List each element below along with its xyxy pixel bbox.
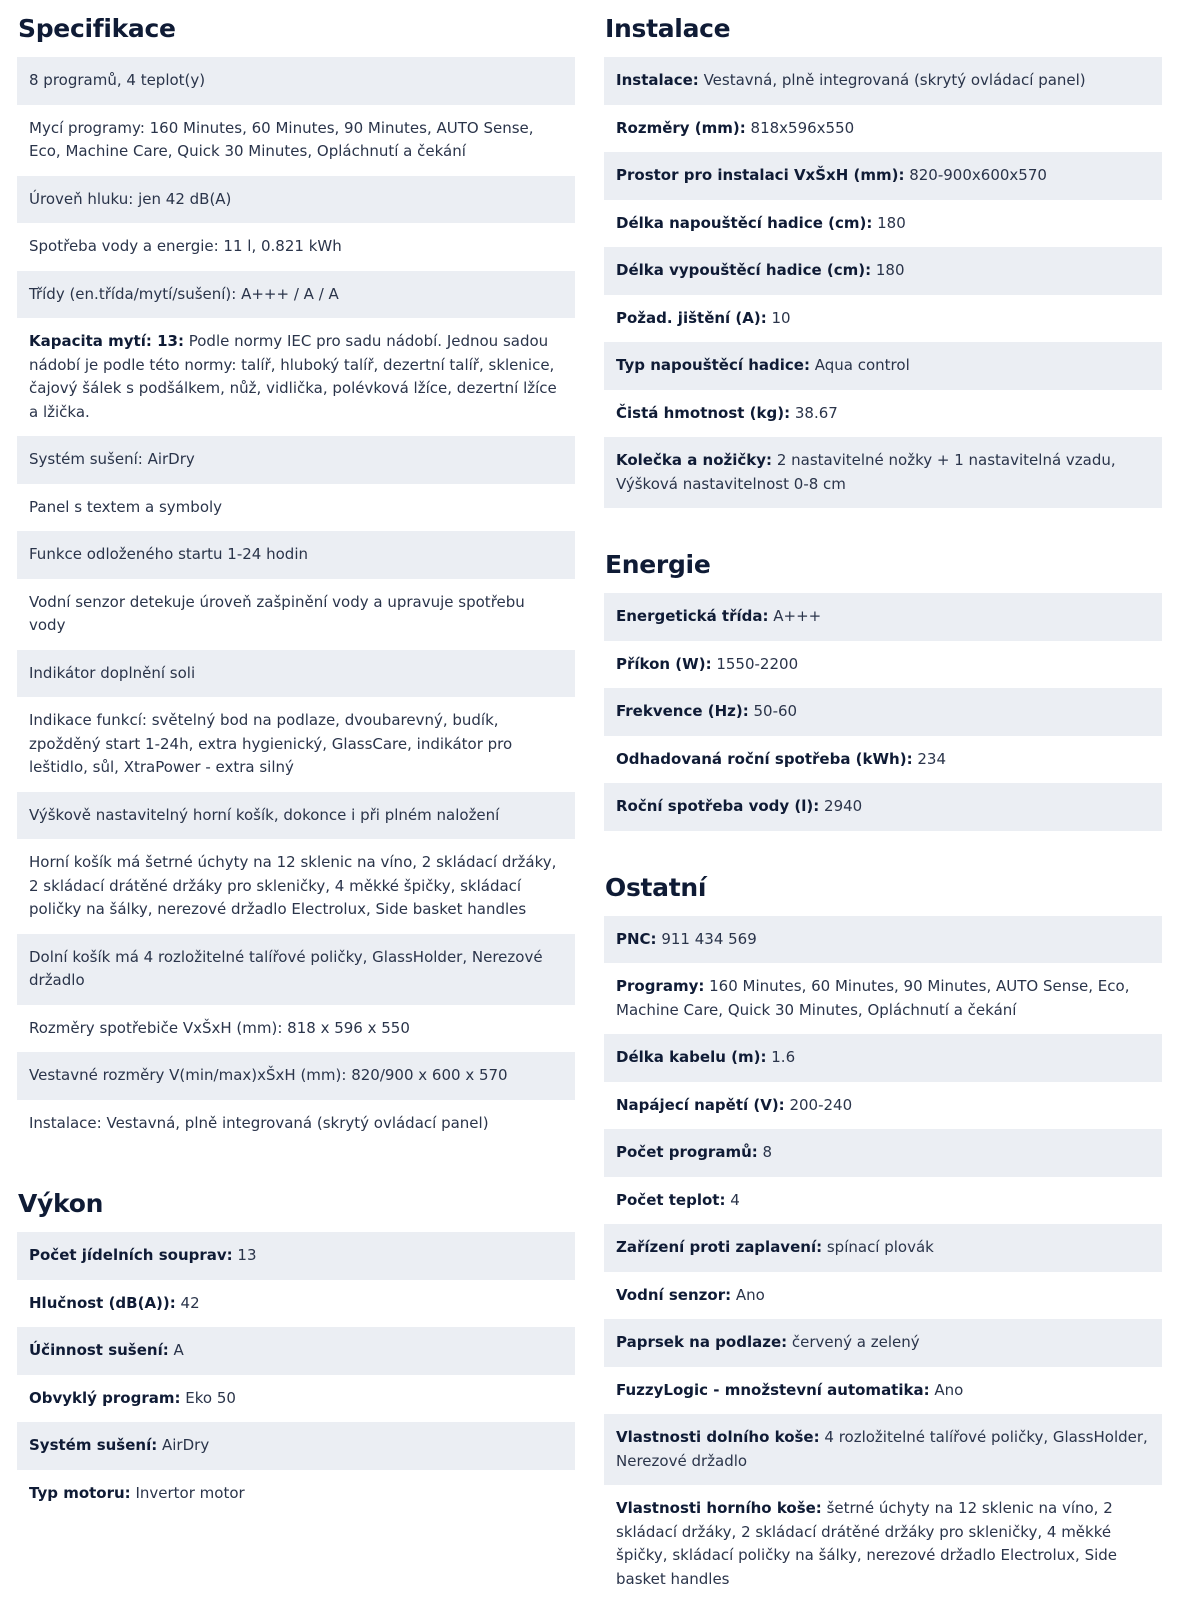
spec-value: 180 — [872, 214, 905, 232]
spec-value: 160 Minutes, 60 Minutes, 90 Minutes, AUTO Sense, Eco, Machine Care, Quick 30 Minutes, Opláchnutí a čekání — [616, 977, 1129, 1019]
spec-value: 38.67 — [790, 404, 838, 422]
spec-value: spínací plovák — [822, 1238, 934, 1256]
spec-value: 4 rozložitelné talířové poličky, GlassHolder, Nerezové držadlo — [616, 1428, 1148, 1470]
spec-value: A — [169, 1341, 184, 1359]
spec-label: Počet teplot: — [616, 1191, 725, 1209]
spec-row — [604, 342, 1162, 390]
spec-row — [17, 1327, 575, 1375]
spec-value: Úroveň hluku: jen 42 dB(A) — [29, 190, 231, 208]
spec-row — [604, 105, 1162, 153]
spec-label: Instalace: — [616, 71, 699, 89]
spec-label: Kolečka a nožičky: — [616, 451, 772, 469]
spec-value: 1.6 — [766, 1048, 795, 1066]
left-column — [17, 0, 575, 1517]
spec-value: 911 434 569 — [657, 930, 757, 948]
spec-value: 42 — [176, 1294, 200, 1312]
spec-label: Délka kabelu (m): — [616, 1048, 766, 1066]
section-title-energie: Energie — [604, 536, 1162, 593]
spec-row — [604, 1224, 1162, 1272]
spec-row — [604, 200, 1162, 248]
spec-value: 180 — [871, 261, 904, 279]
spec-row — [604, 1177, 1162, 1225]
spec-value: 50-60 — [749, 702, 797, 720]
spec-row — [604, 295, 1162, 343]
spec-label: Počet jídelních souprav: — [29, 1246, 233, 1264]
spec-label: Zařízení proti zaplavení: — [616, 1238, 822, 1256]
spec-row — [604, 1129, 1162, 1177]
section-title-instalace: Instalace — [604, 0, 1162, 57]
spec-row — [17, 650, 575, 698]
spec-value: 10 — [767, 309, 791, 327]
spec-row — [17, 1422, 575, 1470]
spec-value: Indikátor doplnění soli — [29, 664, 195, 682]
section-title-specifikace: Specifikace — [17, 0, 575, 57]
spec-row — [604, 963, 1162, 1034]
section-instalace — [604, 0, 1162, 508]
spec-row — [604, 736, 1162, 784]
spec-value: Eko 50 — [181, 1389, 236, 1407]
spec-row — [17, 1375, 575, 1423]
spec-row — [17, 792, 575, 840]
spec-value: Třídy (en.třída/mytí/sušení): A+++ / A / A — [29, 285, 339, 303]
spec-value: 13 — [233, 1246, 257, 1264]
spec-row — [604, 783, 1162, 831]
spec-list-specifikace — [17, 57, 575, 1147]
spec-row — [17, 57, 575, 105]
spec-value: Vestavná, plně integrovaná (skrytý ovládací panel) — [699, 71, 1086, 89]
spec-label: Energetická třída: — [616, 607, 769, 625]
spec-label: Kapacita mytí: 13: — [29, 332, 184, 350]
spec-value: 2 nastavitelné nožky + 1 nastavitelná vzadu, Výšková nastavitelnost 0-8 cm — [616, 451, 1116, 493]
spec-row — [17, 223, 575, 271]
spec-value: 2940 — [819, 797, 862, 815]
spec-label: Délka vypouštěcí hadice (cm): — [616, 261, 871, 279]
spec-value: 818x596x550 — [746, 119, 854, 137]
spec-value: Systém sušení: AirDry — [29, 450, 195, 468]
spec-list-ostatni — [604, 916, 1162, 1603]
spec-label: Vlastnosti horního koše: — [616, 1499, 822, 1517]
spec-label: Roční spotřeba vody (l): — [616, 797, 819, 815]
spec-label: Rozměry (mm): — [616, 119, 746, 137]
spec-value: 1550-2200 — [712, 655, 799, 673]
spec-label: Paprsek na podlaze: — [616, 1333, 787, 1351]
spec-list-energie — [604, 593, 1162, 831]
spec-row — [17, 934, 575, 1005]
spec-value: Výškově nastavitelný horní košík, dokonce i při plném naložení — [29, 806, 499, 824]
spec-row — [17, 1280, 575, 1328]
spec-list-instalace — [604, 57, 1162, 508]
spec-row — [17, 176, 575, 224]
spec-row — [604, 1034, 1162, 1082]
spec-value: Panel s textem a symboly — [29, 498, 222, 516]
spec-value: Podle normy IEC pro sadu nádobí. Jednou sadou nádobí je podle této normy: talíř, hluboký talíř, dezertní talíř, sklenice, čajový šálek s podšálkem, nůž, vidlička, polévková lžíce, dezertní lžíce a lžička. — [29, 332, 557, 421]
section-ostatni — [604, 859, 1162, 1603]
spec-row — [17, 484, 575, 532]
spec-value: Indikace funkcí: světelný bod na podlaze, dvoubarevný, budík, zpožděný start 1-24h, extra hygienický, GlassCare, indikátor pro leštidlo, sůl, XtraPower - extra silný — [29, 711, 512, 776]
spec-row — [604, 688, 1162, 736]
spec-value: Aqua control — [810, 356, 910, 374]
spec-value: 200-240 — [785, 1096, 852, 1114]
section-vykon — [17, 1175, 575, 1517]
section-specifikace — [17, 0, 575, 1147]
spec-row — [604, 1082, 1162, 1130]
spec-value: červený a zelený — [787, 1333, 920, 1351]
spec-label: Počet programů: — [616, 1143, 758, 1161]
spec-row — [604, 1319, 1162, 1367]
spec-value: Ano — [731, 1286, 765, 1304]
spec-row — [17, 1052, 575, 1100]
spec-value: šetrné úchyty na 12 sklenic na víno, 2 skládací držáky, 2 skládací drátěné držáky pro skleničky, 4 měkké špičky, skládací poličky na šálky, nerezové držadlo Electrolux, Side basket handles — [616, 1499, 1117, 1588]
spec-value: Invertor motor — [131, 1484, 245, 1502]
section-title-vykon: Výkon — [17, 1175, 575, 1232]
spec-label: Frekvence (Hz): — [616, 702, 749, 720]
spec-label: Napájecí napětí (V): — [616, 1096, 785, 1114]
spec-value: 8 programů, 4 teplot(y) — [29, 71, 205, 89]
spec-label: PNC: — [616, 930, 657, 948]
spec-row — [604, 390, 1162, 438]
spec-value: Vodní senzor detekuje úroveň zašpinění vody a upravuje spotřebu vody — [29, 593, 525, 635]
spec-row — [604, 57, 1162, 105]
spec-value: 820-900x600x570 — [904, 166, 1046, 184]
spec-label: Prostor pro instalaci VxŠxH (mm): — [616, 166, 904, 184]
spec-row — [604, 593, 1162, 641]
spec-row — [604, 1414, 1162, 1485]
spec-row — [17, 1470, 575, 1518]
spec-value: Funkce odloženého startu 1-24 hodin — [29, 545, 308, 563]
spec-label: Čistá hmotnost (kg): — [616, 404, 790, 422]
spec-row — [17, 531, 575, 579]
spec-label: Obvyklý program: — [29, 1389, 181, 1407]
spec-label: Typ napouštěcí hadice: — [616, 356, 810, 374]
spec-row — [17, 271, 575, 319]
spec-value: Vestavné rozměry V(min/max)xŠxH (mm): 820/900 x 600 x 570 — [29, 1066, 508, 1084]
spec-value: Ano — [930, 1381, 964, 1399]
spec-label: Účinnost sušení: — [29, 1341, 169, 1359]
spec-label: Vodní senzor: — [616, 1286, 731, 1304]
spec-label: Příkon (W): — [616, 655, 712, 673]
spec-label: Délka napouštěcí hadice (cm): — [616, 214, 872, 232]
section-energie — [604, 536, 1162, 831]
right-column — [604, 0, 1162, 1603]
section-title-ostatni: Ostatní — [604, 859, 1162, 916]
spec-row — [17, 579, 575, 650]
spec-list-vykon — [17, 1232, 575, 1517]
spec-value: Rozměry spotřebiče VxŠxH (mm): 818 x 596 x 550 — [29, 1019, 410, 1037]
spec-value: Dolní košík má 4 rozložitelné talířové poličky, GlassHolder, Nerezové držadlo — [29, 948, 543, 990]
spec-label: Hlučnost (dB(A)): — [29, 1294, 176, 1312]
spec-row — [17, 1005, 575, 1053]
spec-row — [17, 436, 575, 484]
spec-row — [17, 697, 575, 792]
spec-label: Systém sušení: — [29, 1436, 157, 1454]
spec-row — [17, 839, 575, 934]
spec-row — [604, 1272, 1162, 1320]
spec-row — [604, 641, 1162, 689]
spec-value: Mycí programy: 160 Minutes, 60 Minutes, 90 Minutes, AUTO Sense, Eco, Machine Care, Quick 30 Minutes, Opláchnutí a čekání — [29, 119, 534, 161]
spec-label: Programy: — [616, 977, 704, 995]
spec-row — [17, 1100, 575, 1148]
spec-value: 4 — [725, 1191, 739, 1209]
spec-row — [604, 247, 1162, 295]
spec-label: Vlastnosti dolního koše: — [616, 1428, 820, 1446]
spec-value: A+++ — [769, 607, 822, 625]
spec-row — [17, 105, 575, 176]
spec-label: Odhadovaná roční spotřeba (kWh): — [616, 750, 913, 768]
spec-row — [604, 1485, 1162, 1603]
spec-value: Instalace: Vestavná, plně integrovaná (skrytý ovládací panel) — [29, 1114, 489, 1132]
spec-value: AirDry — [157, 1436, 209, 1454]
spec-row — [604, 152, 1162, 200]
spec-row — [604, 1367, 1162, 1415]
spec-row — [17, 1232, 575, 1280]
spec-value: 8 — [758, 1143, 772, 1161]
spec-label: FuzzyLogic - množstevní automatika: — [616, 1381, 930, 1399]
spec-row — [604, 437, 1162, 508]
spec-label: Požad. jištění (A): — [616, 309, 767, 327]
spec-row — [17, 318, 575, 436]
spec-row — [604, 916, 1162, 964]
spec-value: 234 — [913, 750, 946, 768]
spec-label: Typ motoru: — [29, 1484, 131, 1502]
spec-value: Spotřeba vody a energie: 11 l, 0.821 kWh — [29, 237, 342, 255]
spec-value: Horní košík má šetrné úchyty na 12 sklenic na víno, 2 skládací držáky, 2 skládací drátěné držáky pro skleničky, 4 měkké špičky, skládací poličky na šálky, nerezové držadlo Electrolux, Side basket handles — [29, 853, 556, 918]
